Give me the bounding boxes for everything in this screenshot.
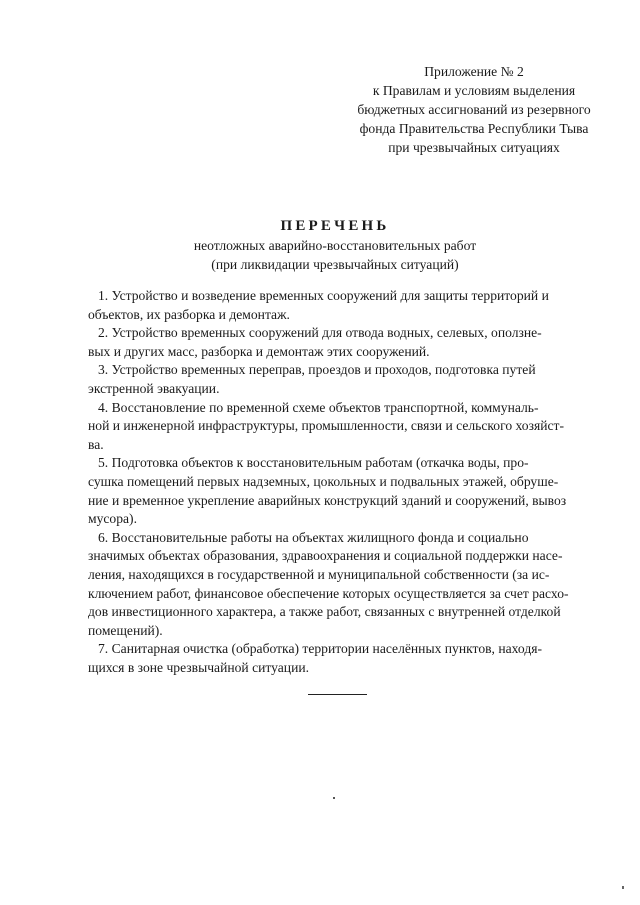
work-list <box>88 287 610 677</box>
list-item-line: 4. Восстановление по временной схеме объектов транспортной, коммуналь- <box>98 399 539 415</box>
list-item-line: ной и инженерной инфраструктуры, промышленности, связи и сельского хозяйст- <box>88 418 564 434</box>
list-item-line: 3. Устройство временных переправ, проездов и проходов, подготовка путей <box>98 362 536 378</box>
list-item-line: вых и других масс, разборка и демонтаж этих сооружений. <box>88 343 430 359</box>
appendix-line: к Правилам и условиям выделения <box>372 83 576 98</box>
list-item <box>88 287 610 324</box>
document-subtitle: (при ликвидации чрезвычайных ситуаций) <box>211 257 459 272</box>
list-item <box>88 324 610 361</box>
list-item-line: ления, находящихся в государственной и муниципальной собственности (за ис- <box>88 566 550 582</box>
list-item <box>88 399 610 455</box>
list-item-line: ние и временное укрепление аварийных конструкций зданий и сооружений, вывоз <box>88 492 567 508</box>
list-item-line: 5. Подготовка объектов к восстановительным работам (откачка воды, про- <box>98 455 529 471</box>
appendix-line: фонда Правительства Республики Тыва <box>359 121 589 136</box>
list-item-line: 7. Санитарная очистка (обработка) территории населённых пунктов, находя- <box>98 641 543 657</box>
list-item-line: помещений). <box>88 622 163 638</box>
separator-line <box>308 694 367 695</box>
scan-speck <box>333 797 335 799</box>
list-item-line: щихся в зоне чрезвычайной ситуации. <box>88 659 310 675</box>
document-subtitle: неотложных аварийно-восстановительных работ <box>193 238 477 253</box>
list-item-line: 2. Устройство временных сооружений для отвода водных, селевых, оползне- <box>98 325 542 341</box>
list-item-line: дов инвестиционного характера, а также работ, связанных с внутренней отделкой <box>88 604 561 620</box>
list-item <box>88 640 610 677</box>
list-item <box>88 529 610 641</box>
list-item-line: ключением работ, финансовое обеспечение которых осуществляется за счет расхо- <box>88 585 569 601</box>
list-item-line: экстренной эвакуации. <box>88 380 220 396</box>
document-heading <box>90 216 580 274</box>
appendix-line: при чрезвычайных ситуациях <box>388 140 560 155</box>
appendix-number: Приложение № 2 <box>424 64 524 79</box>
appendix-line: бюджетных ассигнований из резервного <box>357 102 591 117</box>
list-item-line: 1. Устройство и возведение временных сооружений для защиты территорий и <box>98 288 549 303</box>
list-item-line: 6. Восстановительные работы на объектах жилищного фонда и социально <box>98 529 529 545</box>
list-item <box>88 361 610 398</box>
list-item-line: мусора). <box>88 511 137 527</box>
list-item-line: сушка помещений первых надземных, цокольных и подвальных этажей, обруше- <box>88 473 559 489</box>
appendix-note <box>330 62 618 157</box>
document-title: ПЕРЕЧЕНЬ <box>280 218 390 234</box>
list-item-line: объектов, их разборка и демонтаж. <box>88 306 290 322</box>
scan-speck <box>622 886 624 889</box>
list-item <box>88 454 610 528</box>
list-item-line: значимых объектах образования, здравоохранения и социальной поддержки насе- <box>88 548 563 564</box>
list-item-line: ва. <box>88 436 104 452</box>
